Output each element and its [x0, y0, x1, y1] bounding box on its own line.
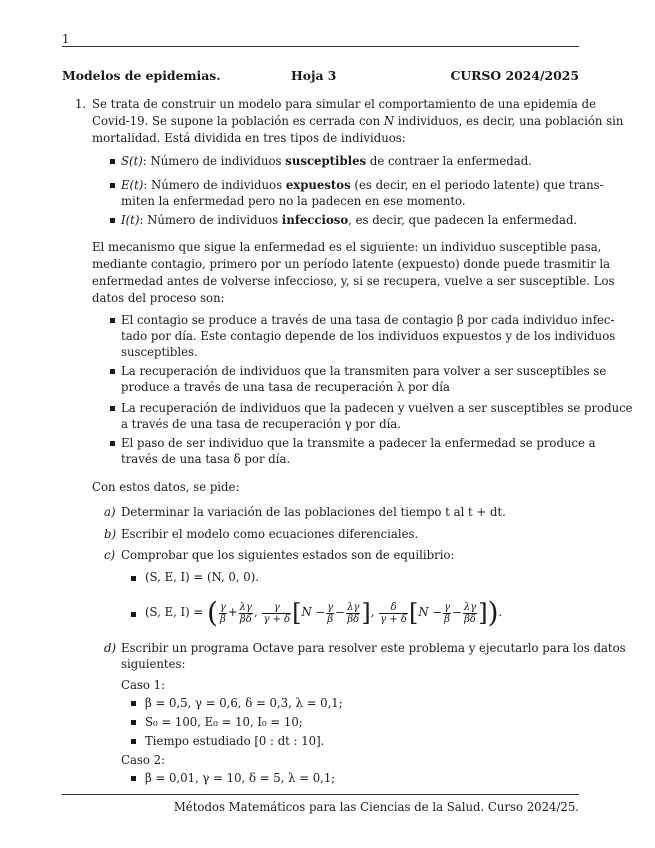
bullet	[110, 369, 115, 374]
case1-params: β = 0,5, γ = 0,6, δ = 0,3, λ = 0,1;	[145, 696, 343, 710]
intro-line-2: Covid-19. Se supone la población es cerrada con N individuos, es decir, una población sin	[92, 114, 624, 128]
type-exposed: E(t): Número de individuos expuestos (es decir, en el periodo latente) que trans-	[121, 178, 604, 192]
mechanism-line-1: El mecanismo que sigue la enfermedad es el siguiente: un individuo susceptible pasa,	[92, 240, 602, 254]
case1-time: Tiempo estudiado [0 : dt : 10].	[145, 734, 325, 748]
header-center: Hoja 3	[291, 68, 337, 83]
bullet	[131, 701, 136, 706]
equilibrium-2: (S, E, I) = ( $\frac{\gamma}{\beta}$ + $\frac{\lambda\gamma}{\beta\delta}$ , $\frac{\gamma}{\gamma + \delta}$ [N − $\frac{\gamma}{\beta}$ − $\frac{\lambda\gamma}{\beta\delta}$ ], $\frac{\delta}{\gamma + \delta}$ [N − $\frac{\gamma}{\beta}$ − $\frac{\lambda\gamma}{\beta\delta}$ ]).	[145, 596, 503, 629]
type-infected: I(t): Número de individuos infeccioso, es decir, que padecen la enfermedad.	[121, 213, 578, 227]
case2-params: β = 0,01, γ = 10, δ = 5, λ = 0,1;	[145, 771, 336, 785]
case2-title: Caso 2:	[121, 753, 166, 767]
ask-text: Con estos datos, se pide:	[92, 480, 240, 494]
item-d-text-line2: siguientes:	[121, 657, 186, 671]
type-susceptible: S(t): Número de individuos susceptibles de contraer la enfermedad.	[121, 154, 532, 168]
process-delta-line2: través de una tasa δ por día.	[121, 452, 291, 466]
item-d-text: Escribir un programa Octave para resolver este problema y ejecutarlo para los datos	[121, 641, 626, 655]
footer-rule	[62, 794, 579, 795]
problem-number: 1.	[75, 97, 87, 111]
process-recovery-gamma: La recuperación de individuos que la padecen y vuelven a ser susceptibles se produce	[121, 401, 633, 415]
process-recovery-lambda-line2: produce a través de una tasa de recuperación λ por día	[121, 380, 450, 394]
item-c-text: Comprobar que los siguientes estados son de equilibrio:	[121, 548, 455, 562]
item-a-text: Determinar la variación de las poblaciones del tiempo t al t + dt.	[121, 505, 506, 519]
bullet	[131, 739, 136, 744]
mechanism-line-4: datos del proceso son:	[92, 291, 225, 305]
process-contagion-line2: tado por día. Este contagio depende de los individuos expuestos y de los individuos	[121, 329, 616, 343]
equilibrium-1: (S, E, I) = (N, 0, 0).	[145, 570, 259, 584]
item-c-label: c)	[104, 548, 116, 562]
bullet	[110, 406, 115, 411]
case1-initial: S₀ = 100, E₀ = 10, I₀ = 10;	[145, 715, 303, 729]
header-rule	[62, 46, 579, 47]
case1-title: Caso 1:	[121, 678, 166, 692]
mechanism-line-3: enfermedad antes de volverse infeccioso, y, si se recupera, vuelve a ser susceptible. Los	[92, 274, 615, 288]
page-number: 1	[62, 32, 70, 46]
intro-line-1: Se trata de construir un modelo para simular el comportamiento de una epidemia de	[92, 97, 596, 111]
footer-text: Métodos Matemáticos para las Ciencias de la Salud. Curso 2024/25.	[173, 800, 579, 814]
item-b-label: b)	[104, 527, 117, 541]
bullet	[131, 612, 136, 617]
item-d-label: d)	[104, 641, 117, 655]
bullet	[110, 318, 115, 323]
bullet	[110, 218, 115, 223]
bullet	[110, 441, 115, 446]
process-delta: El paso de ser individuo que la transmite a padecer la enfermedad se produce a	[121, 436, 596, 450]
header-right: CURSO 2024/2025	[450, 68, 579, 83]
bullet	[110, 159, 115, 164]
bullet	[131, 720, 136, 725]
bullet	[131, 576, 136, 581]
item-a-label: a)	[104, 505, 116, 519]
type-exposed-line2: miten la enfermedad pero no la padecen en ese momento.	[121, 194, 466, 208]
mechanism-line-2: mediante contagio, primero por un período latente (expuesto) donde puede trasmitir la	[92, 257, 611, 271]
bullet	[110, 183, 115, 188]
item-b-text: Escribir el modelo como ecuaciones diferenciales.	[121, 527, 419, 541]
header-left: Modelos de epidemias.	[62, 68, 221, 83]
process-recovery-gamma-line2: a través de una tasa de recuperación γ por día.	[121, 417, 401, 431]
process-recovery-lambda: La recuperación de individuos que la transmiten para volver a ser susceptibles se	[121, 364, 607, 378]
process-contagion-line3: susceptibles.	[121, 345, 198, 359]
process-contagion: El contagio se produce a través de una tasa de contagio β por cada individuo infec-	[121, 313, 615, 327]
intro-line-3: mortalidad. Está dividida en tres tipos de individuos:	[92, 131, 406, 145]
bullet	[131, 776, 136, 781]
